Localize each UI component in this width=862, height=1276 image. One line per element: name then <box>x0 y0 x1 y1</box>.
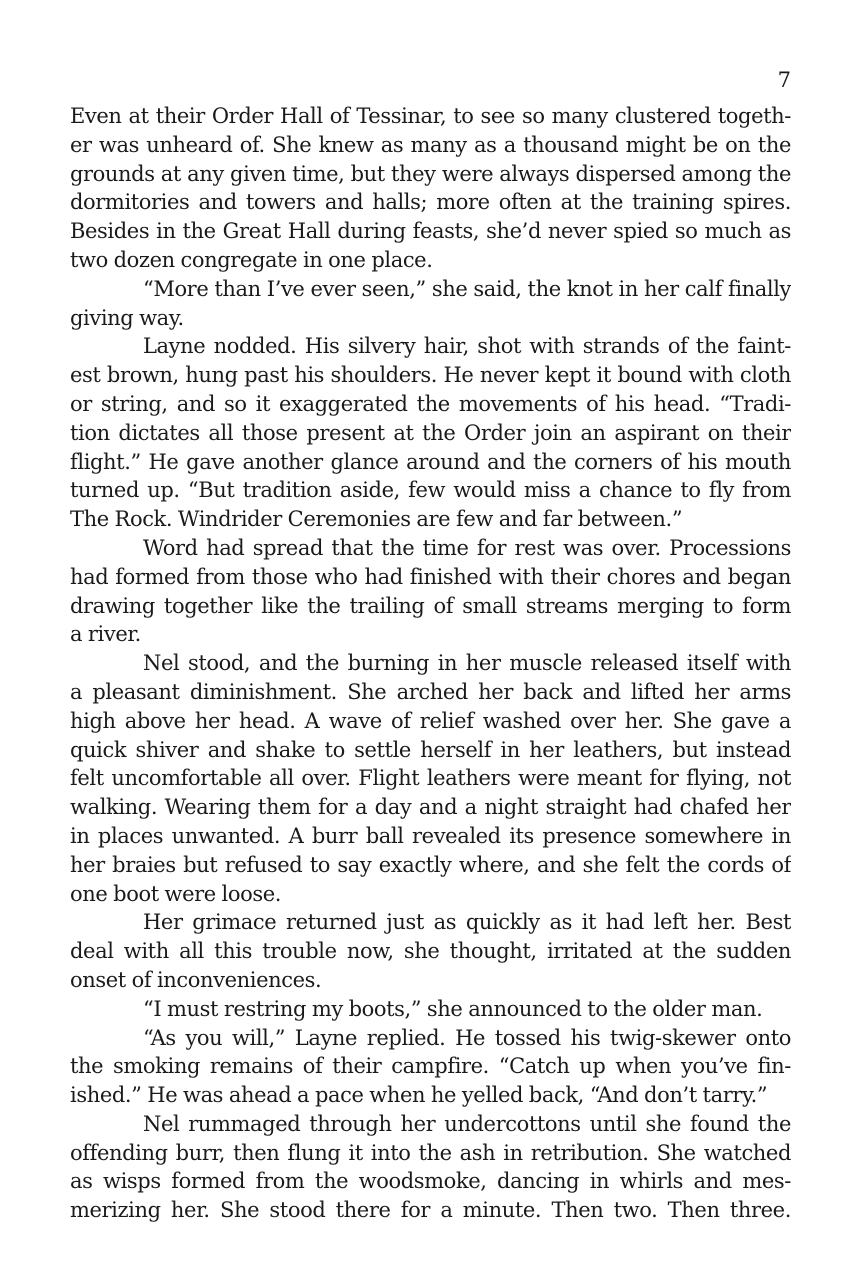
text-line: Her grimace returned just as quickly as it had left her. Best <box>143 910 791 935</box>
paragraph <box>70 995 791 1024</box>
text-line: Word had spread that the time for rest was over. Processions <box>143 535 791 560</box>
page-number: 7 <box>777 68 791 92</box>
text-line: “More than I’ve ever seen,” she said, the knot in her calf finally <box>143 276 791 301</box>
text-line: Even at their Order Hall of Tessinar, to see so many clustered togeth- <box>70 104 791 128</box>
text-line: er was unheard of. She knew as many as a thousand might be on the <box>70 132 791 157</box>
text-line: giving way. <box>70 305 184 330</box>
text-line: a river. <box>70 622 141 647</box>
text-line: Besides in the Great Hall during feasts, she’d never spied so much as <box>70 219 791 244</box>
paragraph <box>70 908 791 994</box>
text-line: ished.” He was ahead a pace when he yelled back, “And don’t tarry.” <box>70 1083 768 1108</box>
text-line: merizing her. She stood there for a minute. Then two. Then three. <box>70 1198 791 1223</box>
text-line: walking. Wearing them for a day and a night straight had chafed her <box>70 795 791 820</box>
text-line: or string, and so it exaggerated the movements of his head. “Tradi- <box>70 391 791 416</box>
text-line: high above her head. A wave of relief washed over her. She gave a <box>70 708 791 733</box>
text-line: Layne nodded. His silvery hair, shot with strands of the faint- <box>143 334 791 359</box>
text-line: Nel rummaged through her undercottons until she found the <box>143 1111 791 1136</box>
text-line: deal with all this trouble now, she thought, irritated at the sudden <box>70 939 791 964</box>
text-line: a pleasant diminishment. She arched her back and lifted her arms <box>70 679 791 704</box>
text-line: turned up. “But tradition aside, few would miss a chance to fly from <box>70 478 791 503</box>
paragraph <box>70 649 791 908</box>
paragraph <box>70 1110 791 1225</box>
text-line: as wisps formed from the woodsmoke, dancing in whirls and mes- <box>70 1169 791 1194</box>
text-line: two dozen congregate in one place. <box>70 247 433 272</box>
text-line: onset of inconveniences. <box>70 967 322 992</box>
text-line: her braies but refused to say exactly where, and she felt the cords of <box>70 852 791 877</box>
text-line: tion dictates all those present at the Order join an aspirant on their <box>70 420 791 445</box>
paragraph <box>70 332 791 534</box>
text-line: dormitories and towers and halls; more often at the training spires. <box>70 190 791 215</box>
text-line: “I must restring my boots,” she announced to the older man. <box>143 996 763 1021</box>
paragraph <box>70 1024 791 1110</box>
text-line: Nel stood, and the burning in her muscle released itself with <box>143 651 791 676</box>
paragraph <box>70 534 791 649</box>
text-line: one boot were loose. <box>70 881 282 906</box>
text-line: flight.” He gave another glance around and the corners of his mouth <box>70 449 791 474</box>
text-line: felt uncomfortable all over. Flight leathers were meant for flying, not <box>70 766 791 791</box>
text-line: grounds at any given time, but they were always dispersed among the <box>70 161 791 186</box>
text-line: “As you will,” Layne replied. He tossed his twig-skewer onto <box>143 1025 791 1050</box>
text-line: had formed from those who had finished with their chores and began <box>70 564 791 589</box>
text-line: the smoking remains of their campfire. “Catch up when you’ve fin- <box>70 1054 791 1079</box>
text-line: offending burr, then flung it into the ash in retribution. She watched <box>70 1140 791 1165</box>
paragraph <box>70 275 791 333</box>
text-line: quick shiver and shake to settle herself in her leathers, but instead <box>70 737 791 762</box>
text-line: drawing together like the trailing of small streams merging to form <box>70 593 791 618</box>
text-line: The Rock. Windrider Ceremonies are few and far between.” <box>70 507 683 532</box>
paragraph <box>70 102 791 275</box>
body-text <box>70 102 791 1225</box>
text-line: in places unwanted. A burr ball revealed its presence somewhere in <box>70 823 791 848</box>
text-line: est brown, hung past his shoulders. He never kept it bound with cloth <box>70 363 791 388</box>
